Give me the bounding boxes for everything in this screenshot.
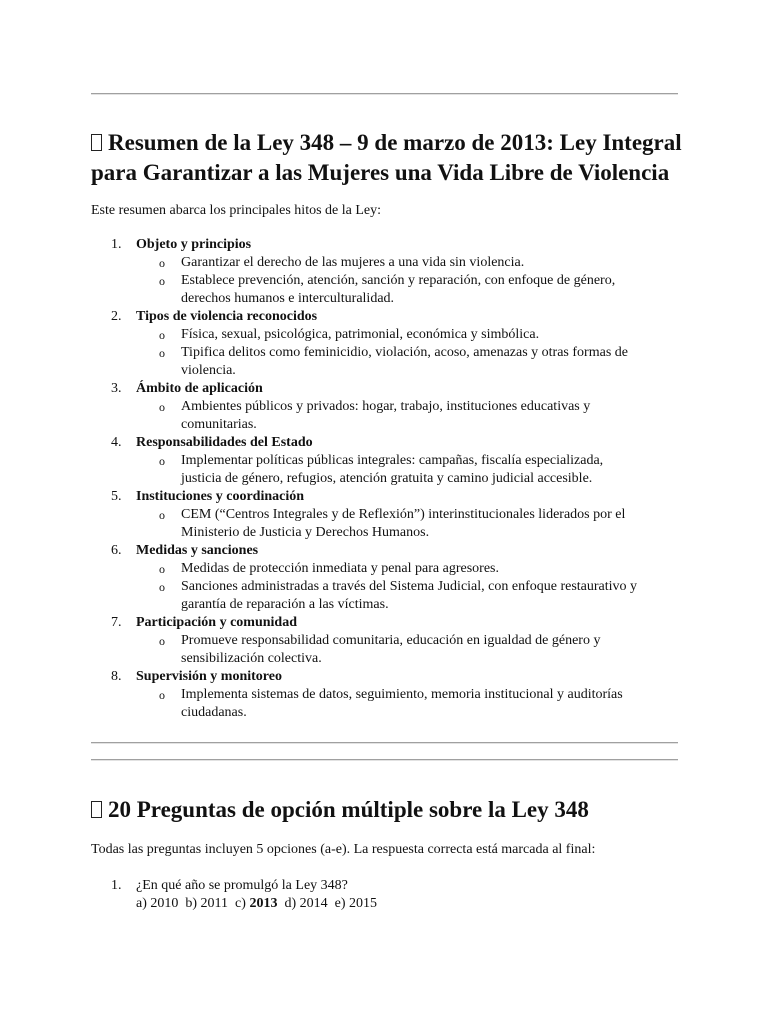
bullet-text: CEM (“Centros Integrales y de Reflexión”) interinstitucionales liderados por el [181, 507, 626, 522]
circle-bullet-icon: o [159, 274, 165, 288]
bullet-item [159, 398, 676, 434]
item-title: Ámbito de aplicación [136, 381, 263, 396]
bullet-item [159, 452, 676, 488]
bullet-text: Sanciones administradas a través del Sistema Judicial, con enfoque restaurativo y [181, 579, 638, 594]
bullet-text: ciudadanas. [181, 705, 247, 720]
bullet-text: Implementa sistemas de datos, seguimiento, memoria institucional y auditorías [181, 687, 623, 702]
item-title: Supervisión y monitoreo [136, 669, 282, 684]
horizontal-rule [91, 93, 678, 95]
bullet-item [159, 254, 676, 272]
bullet-text: garantía de reparación a las víctimas. [181, 597, 389, 612]
questions-intro: Todas las preguntas incluyen 5 opciones (a-e). La respuesta correcta está marcada al final: [91, 842, 596, 857]
bullet-item [159, 344, 676, 380]
bullet-text: Medidas de protección inmediata y penal para agresores. [181, 561, 499, 576]
circle-bullet-icon: o [159, 634, 165, 648]
option-correct-answer: 2013 [249, 896, 278, 911]
item-bullets [0, 326, 676, 380]
bullet-item [159, 326, 676, 344]
summary-item [0, 236, 676, 308]
item-bullets [0, 506, 676, 542]
bullet-item [159, 578, 676, 614]
option-label: a) 2010 [136, 896, 179, 911]
option-label: d) 2014 [284, 896, 328, 911]
summary-item [0, 542, 676, 614]
summary-item [0, 434, 676, 488]
bullet-text: Establece prevención, atención, sanción y reparación, con enfoque de género, [181, 273, 616, 288]
item-bullets [0, 686, 676, 722]
bullet-item [159, 686, 676, 722]
bullet-text: justicia de género, refugios, atención gratuita y camino judicial accesible. [181, 471, 593, 486]
item-title: Tipos de violencia reconocidos [136, 309, 318, 324]
question-options [136, 895, 377, 913]
question-list [0, 877, 377, 913]
bullet-text: Garantizar el derecho de las mujeres a una vida sin violencia. [181, 255, 525, 270]
bullet-text: derechos humanos e interculturalidad. [181, 291, 395, 306]
circle-bullet-icon: o [159, 454, 165, 468]
item-title: Medidas y sanciones [136, 543, 259, 558]
circle-bullet-icon: o [159, 400, 165, 414]
question-number: 1. [111, 878, 122, 893]
item-bullets [0, 452, 676, 488]
option-label: e) 2015 [334, 896, 377, 911]
summary-item [0, 308, 676, 380]
questions-heading [91, 795, 691, 825]
bullet-item [159, 272, 676, 308]
bullet-text: Física, sexual, psicológica, patrimonial, económica y simbólica. [181, 327, 540, 342]
circle-bullet-icon: o [159, 256, 165, 270]
item-bullets [0, 632, 676, 668]
circle-bullet-icon: o [159, 508, 165, 522]
item-number: 1. [111, 237, 122, 252]
bullet-text: sensibilización colectiva. [181, 651, 322, 666]
circle-bullet-icon: o [159, 688, 165, 702]
questions-heading-text: 20 Preguntas de opción múltiple sobre la Ley 348 [108, 797, 589, 822]
summary-heading-line1: Resumen de la Ley 348 – 9 de marzo de 2013: Ley Integral [108, 130, 682, 155]
item-number: 8. [111, 669, 122, 684]
item-number: 4. [111, 435, 122, 450]
summary-intro: Este resumen abarca los principales hitos de la Ley: [91, 203, 382, 218]
item-title: Objeto y principios [136, 237, 252, 252]
item-title: Responsabilidades del Estado [136, 435, 313, 450]
bullet-text: Promueve responsabilidad comunitaria, educación en igualdad de género y [181, 633, 601, 648]
question-text: ¿En qué año se promulgó la Ley 348? [136, 878, 348, 893]
question-item [0, 877, 377, 913]
item-bullets [0, 560, 676, 614]
circle-bullet-icon: o [159, 328, 165, 342]
bullet-text: Tipifica delitos como feminicidio, violación, acoso, amenazas y otras formas de [181, 345, 628, 360]
circle-bullet-icon: o [159, 346, 165, 360]
item-number: 5. [111, 489, 122, 504]
item-number: 3. [111, 381, 122, 396]
summary-list [0, 236, 676, 722]
bullet-text: comunitarias. [181, 417, 257, 432]
horizontal-rule [91, 742, 678, 744]
item-title: Instituciones y coordinación [136, 489, 305, 504]
bullet-item [159, 506, 676, 542]
item-number: 2. [111, 309, 122, 324]
box-glyph-icon [91, 134, 102, 151]
circle-bullet-icon: o [159, 580, 165, 594]
bullet-text: Implementar políticas públicas integrales: campañas, fiscalía especializada, [181, 453, 604, 468]
summary-item [0, 668, 676, 722]
bullet-item [159, 560, 676, 578]
item-number: 7. [111, 615, 122, 630]
box-glyph-icon [91, 801, 102, 818]
summary-heading-line2: para Garantizar a las Mujeres una Vida Libre de Violencia [91, 160, 670, 185]
bullet-text: violencia. [181, 363, 236, 378]
bullet-text: Ministerio de Justicia y Derechos Humanos. [181, 525, 430, 540]
horizontal-rule [91, 759, 678, 761]
summary-heading [91, 128, 691, 188]
bullet-item [159, 632, 676, 668]
summary-item [0, 488, 676, 542]
circle-bullet-icon: o [159, 562, 165, 576]
summary-item [0, 380, 676, 434]
summary-item [0, 614, 676, 668]
option-label: b) 2011 [185, 896, 229, 911]
item-bullets [0, 254, 676, 308]
item-bullets [0, 398, 676, 434]
option-label: c) [235, 896, 250, 911]
item-number: 6. [111, 543, 122, 558]
item-title: Participación y comunidad [136, 615, 298, 630]
bullet-text: Ambientes públicos y privados: hogar, trabajo, instituciones educativas y [181, 399, 591, 414]
